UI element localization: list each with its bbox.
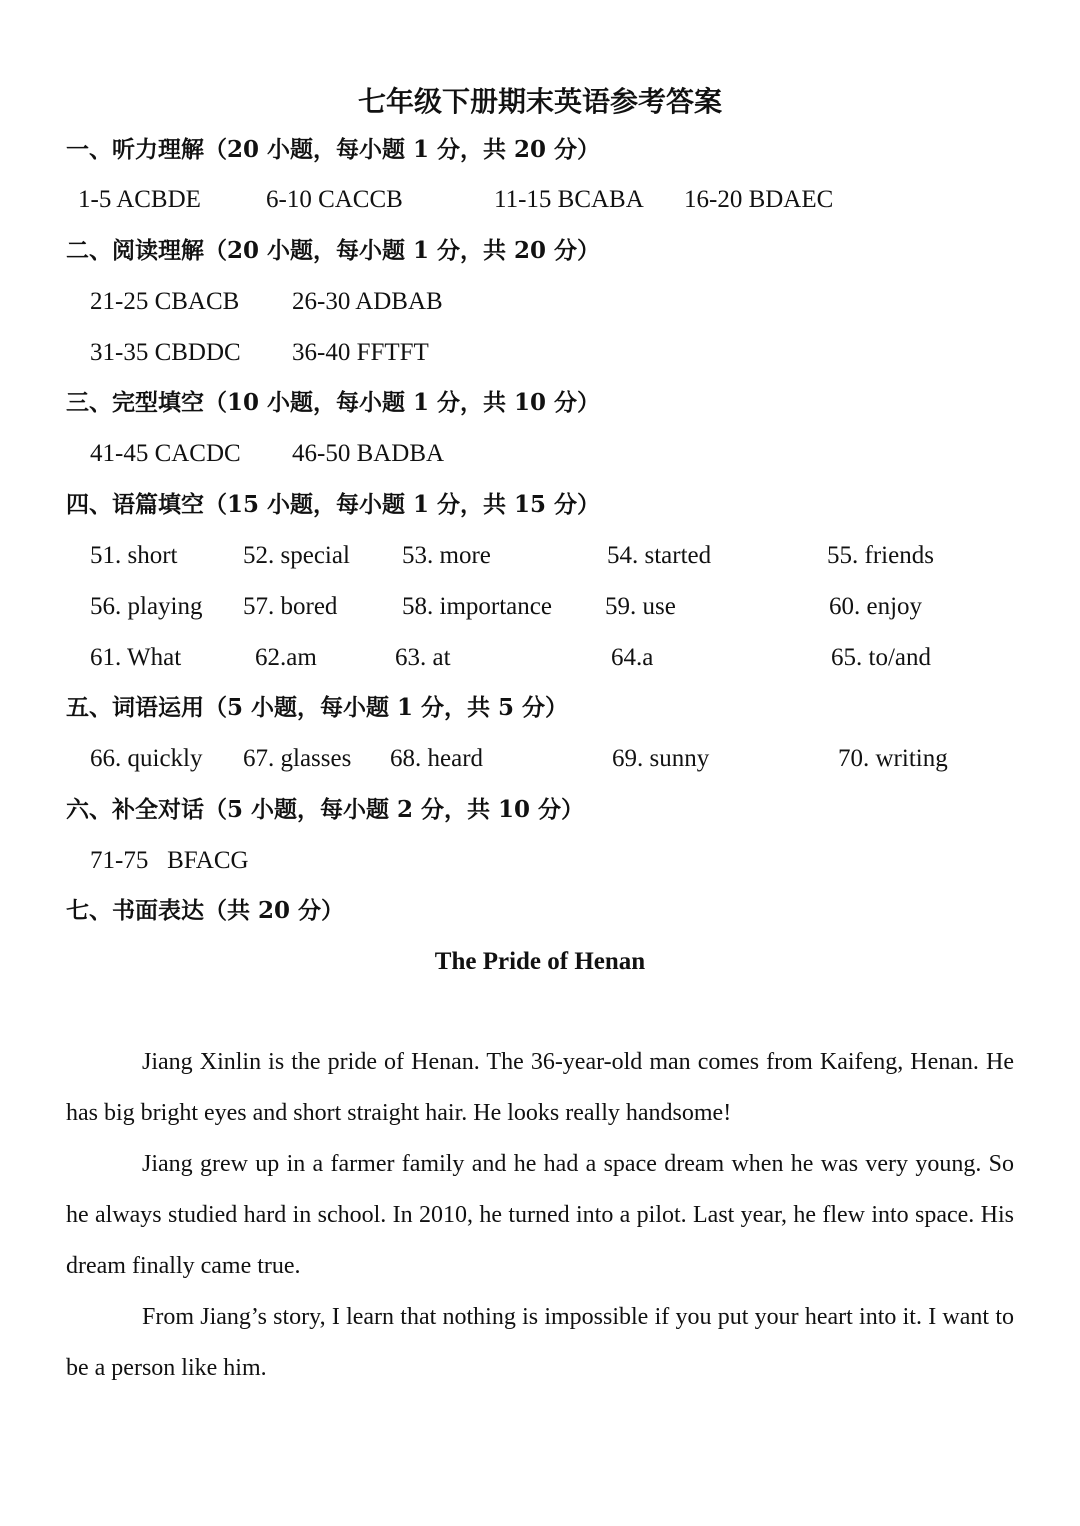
answer-group: 71-75 BFACG bbox=[90, 847, 249, 874]
answer-item: 57. bored bbox=[243, 593, 338, 620]
answer-item: 59. use bbox=[605, 593, 676, 620]
answer-item: 55. friends bbox=[827, 542, 934, 569]
section-heading-reading: 二、阅读理解（20 小题，每小题 1 分，共 20 分） bbox=[66, 237, 601, 264]
answer-group: 11-15 BCABA bbox=[494, 186, 644, 213]
section-heading-passage-fill: 四、语篇填空（15 小题，每小题 1 分，共 15 分） bbox=[66, 491, 601, 518]
section-heading-writing: 七、书面表达（共 20 分） bbox=[66, 897, 345, 924]
answer-group: 31-35 CBDDC bbox=[90, 339, 241, 366]
answer-item: 64.a bbox=[611, 644, 654, 671]
answer-group: 16-20 BDAEC bbox=[684, 186, 834, 213]
section-heading-dialogue: 六、补全对话（5 小题，每小题 2 分，共 10 分） bbox=[66, 796, 585, 823]
answer-item: 53. more bbox=[402, 542, 491, 569]
answer-group: 1-5 ACBDE bbox=[78, 186, 201, 213]
answer-item: 68. heard bbox=[390, 745, 484, 772]
answer-item: 70. writing bbox=[838, 745, 948, 772]
essay-paragraph: Jiang grew up in a farmer family and he had a space dream when he was very young. So he always studied hard in school. In 2010, he turned into a pilot. Last year, he flew into space. His dream finally came true. bbox=[66, 1151, 1014, 1279]
section-heading-word-use: 五、词语运用（5 小题，每小题 1 分，共 5 分） bbox=[66, 694, 569, 721]
answer-group: 6-10 CACCB bbox=[266, 186, 403, 213]
answer-item: 54. started bbox=[607, 542, 712, 569]
essay-paragraph: From Jiang’s story, I learn that nothing is impossible if you put your heart into it. I want to be a person like him. bbox=[66, 1304, 1014, 1381]
answer-item: 58. importance bbox=[402, 593, 552, 620]
answer-item: 66. quickly bbox=[90, 745, 203, 772]
answer-item: 69. sunny bbox=[612, 745, 710, 772]
answer-item: 61. What bbox=[90, 644, 182, 671]
answer-group: 41-45 CACDC bbox=[90, 440, 241, 467]
answer-group: 36-40 FFTFT bbox=[292, 339, 429, 366]
answer-group: 46-50 BADBA bbox=[292, 440, 445, 467]
essay-title: The Pride of Henan bbox=[434, 948, 646, 975]
answer-item: 51. short bbox=[90, 542, 178, 569]
answer-item: 65. to/and bbox=[831, 644, 931, 671]
answer-item: 63. at bbox=[395, 644, 451, 671]
answer-item: 60. enjoy bbox=[829, 593, 923, 620]
section-heading-listening: 一、听力理解（20 小题，每小题 1 分，共 20 分） bbox=[66, 136, 601, 163]
answer-group: 21-25 CBACB bbox=[90, 288, 240, 315]
page-title: 七年级下册期末英语参考答案 bbox=[357, 85, 722, 118]
essay-body bbox=[66, 1037, 1014, 1394]
answer-item: 62.am bbox=[255, 644, 317, 671]
essay-paragraph: Jiang Xinlin is the pride of Henan. The 36-year-old man comes from Kaifeng, Henan. He has big bright eyes and short straight hair. He looks really handsome! bbox=[66, 1049, 1014, 1126]
answer-group: 26-30 ADBAB bbox=[292, 288, 443, 315]
section-heading-cloze: 三、完型填空（10 小题，每小题 1 分，共 10 分） bbox=[66, 389, 601, 416]
answer-item: 52. special bbox=[243, 542, 350, 569]
answer-item: 67. glasses bbox=[243, 745, 352, 772]
answer-item: 56. playing bbox=[90, 593, 203, 620]
